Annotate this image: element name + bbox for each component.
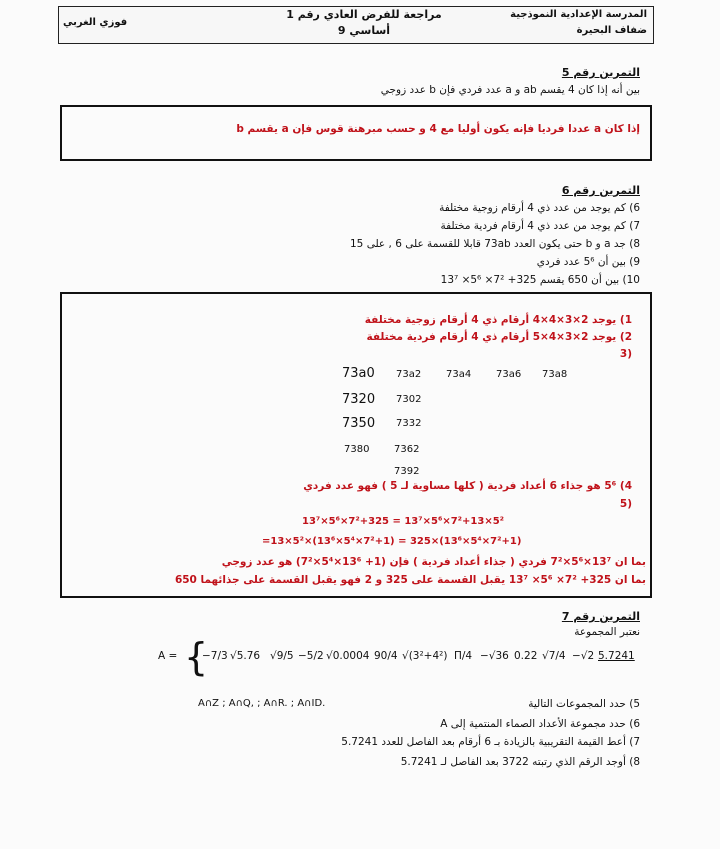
num-7392: 7392	[394, 466, 420, 477]
ex6-eq1: 13⁷×5⁶×7²+325 = 13⁷×5⁶×7²+13×5²	[302, 516, 505, 527]
document-page	[58, 6, 654, 841]
num-7362: 7362	[394, 444, 420, 455]
exam-title: مراجعة للفرض العادي رقم 1 9 أساسي	[286, 8, 442, 37]
ex6-a5: (5	[619, 498, 632, 510]
ex6-a1: 1) يوجد 2×3×4×4 أرقام ذي 4 أرقام زوجية مختلفة	[364, 314, 632, 326]
ex6-conclusion2: بما ان 325+ 7²× 5⁶× 13⁷ يقبل القسمة على 325 و 2 فهو يقبل القسمة على جذائهما 650	[174, 574, 646, 586]
ex6-title: التمرين رقم 6	[561, 184, 640, 197]
ex6-q6: 6) كم يوجد من عدد ذي 4 أرقام زوجية مختلفة	[439, 202, 640, 214]
ex7-q7: 7) أعط القيمة التقريبية بالزيادة بـ 6 أرقام بعد الفاصل للعدد 5.7241	[341, 736, 640, 748]
ex6-q7: 7) كم يوجد من عدد ذي 4 أرقام فردية مختلفة	[440, 220, 640, 232]
ex5-statement: بين أنه إذا كان 4 يقسم ab و a عدد فردي فإن b عدد زوجي	[380, 84, 640, 96]
ex7-q5: 5) حدد المجموعات التالية	[528, 698, 640, 710]
ex5-answer: إذا كان a عددا فرديا فإنه يكون أوليا مع 4 و حسب مبرهنة قوس فإن a يقسم b	[236, 123, 640, 135]
ex6-q8: 8) جد a و b حتى يكون العدد 73ab قابلا للقسمة على 6 , على 15	[349, 238, 640, 250]
ex6-eq2: =13×5²×(13⁶×5⁴×7²+1) = 325×(13⁶×5⁴×7²+1)	[262, 536, 522, 547]
ex6-a3: (3	[619, 348, 632, 360]
ex7-q6: 6) حدد مجموعة الأعداد الصماء المنتمية إلى A	[440, 718, 640, 730]
num-73a2: 73a2	[396, 369, 422, 380]
ex6-a2: 2) يوجد 2×3×4×5 أرقام ذي 4 أرقام فردية مختلفة	[366, 331, 632, 343]
num-73a4: 73a4	[446, 369, 472, 380]
num-73a6: 73a6	[496, 369, 522, 380]
ex5-title: التمرين رقم 5	[561, 66, 640, 79]
set-a-definition: A = { −7/3 √5.76 √9/5 −5/2 √0.0004 90/4 √(3²+4²) Π/4 −√36 0.22 √7/4 −√2 5.7241	[158, 635, 635, 679]
teacher-name: فوزي الغربي	[63, 17, 128, 28]
num-7302: 7302	[396, 394, 422, 405]
num-7332: 7332	[396, 418, 422, 429]
ex6-a4: 4) 5⁶ هو جذاء 6 أعداد فردية ( كلها مساوية لـ 5 ) فهو عدد فردي	[303, 480, 632, 492]
ex7-title: التمرين رقم 7	[561, 610, 640, 623]
school-name: المدرسة الإعدادية النموذجية ضفاف البحيرة	[510, 9, 647, 36]
num-7380: 7380	[344, 444, 370, 455]
num-73a0: 73a0	[342, 366, 375, 381]
set-label: A =	[158, 650, 178, 662]
ex7-set-operations: A∩Z ; A∩Q, ; A∩R. ; A∩ID.	[198, 698, 326, 709]
ex7-intro: نعتبر المجموعة	[574, 626, 640, 638]
header-box	[58, 6, 654, 44]
num-7350: 7350	[342, 416, 376, 431]
num-73a8: 73a8	[542, 369, 568, 380]
num-7320: 7320	[342, 392, 376, 407]
open-brace: {	[184, 635, 209, 679]
ex6-answer-box	[60, 292, 652, 598]
ex6-q10: 10) بين أن 650 يقسم 325+ 7²× 5⁶× 13⁷	[440, 274, 640, 286]
ex6-q9: 9) بين أن 5⁶ عدد فردي	[536, 256, 640, 268]
ex5-answer-box	[60, 105, 652, 161]
ex7-q8: 8) أوجد الرقم الذي رتبته 3722 بعد الفاصل لـ 5.7241	[400, 756, 640, 768]
ex6-conclusion1: بما ان 13⁷×5⁶×7² فردي ( جذاء أعداد فردية ) فإن (1+ 13⁶×5⁴×7²) هو عدد زوجي	[221, 556, 646, 568]
